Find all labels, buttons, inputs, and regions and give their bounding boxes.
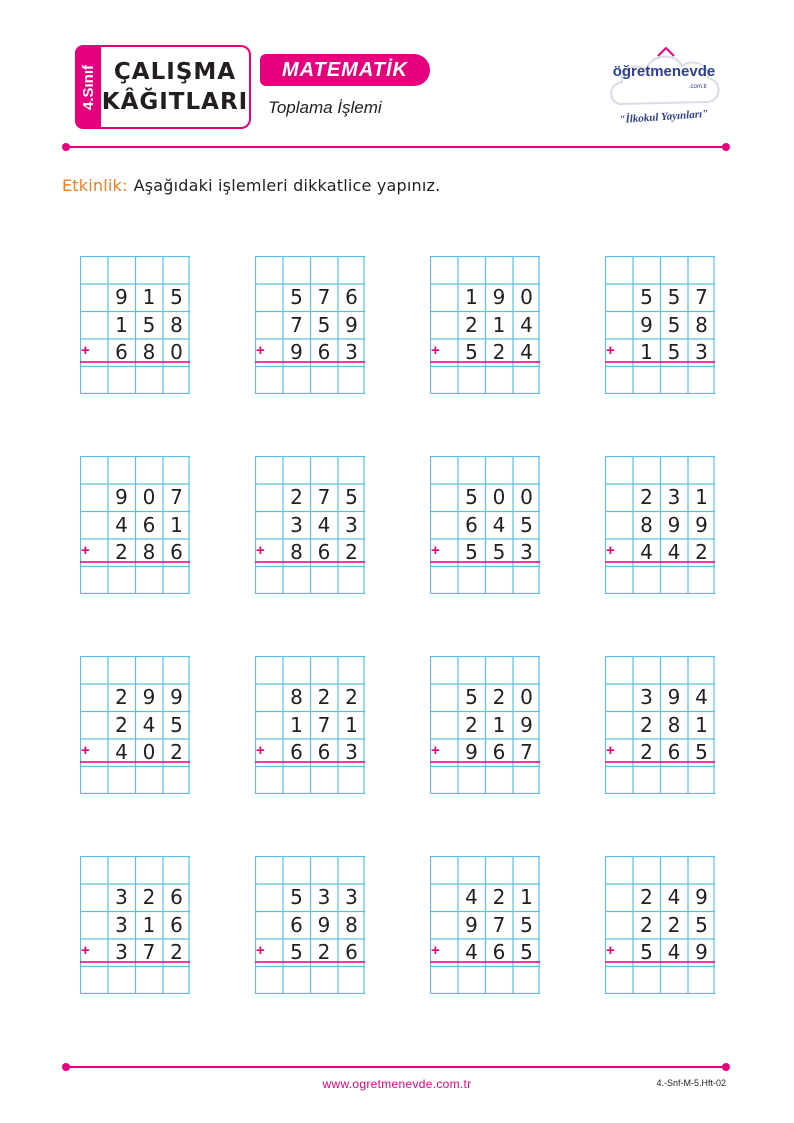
- worksheet-title: [101, 45, 251, 129]
- document-code: 4.-Snf-M-5.Hft-02: [656, 1078, 726, 1088]
- digit: 5: [465, 685, 478, 709]
- digit: 5: [667, 340, 681, 364]
- digit: 9: [115, 285, 128, 309]
- digit: 1: [290, 712, 303, 737]
- digit: 1: [142, 912, 156, 937]
- plus-sign: +: [606, 742, 615, 759]
- instruction: [62, 176, 440, 195]
- plus-sign: +: [81, 942, 90, 959]
- digit: 2: [492, 685, 506, 709]
- digit: 2: [640, 912, 653, 937]
- digit: 0: [170, 340, 183, 364]
- digit: 4: [640, 540, 653, 564]
- plus-sign: +: [81, 742, 90, 759]
- digit: 2: [345, 540, 358, 564]
- logo-domain: .com.tr: [688, 84, 708, 90]
- digit: 3: [345, 885, 358, 909]
- digit: 5: [290, 885, 303, 909]
- instruction-label: Etkinlik:: [62, 176, 128, 195]
- digit: 3: [520, 540, 533, 564]
- digit: 2: [115, 712, 128, 737]
- digit: 8: [667, 712, 681, 737]
- digit: 5: [695, 740, 708, 764]
- digit: 4: [317, 512, 331, 537]
- digit: 3: [695, 340, 708, 364]
- digit: 5: [520, 940, 533, 964]
- addition-problem: [430, 656, 540, 794]
- digit: 6: [170, 912, 183, 937]
- grade-tab: [75, 45, 101, 129]
- digit: 7: [142, 940, 156, 964]
- digit: 9: [667, 512, 681, 537]
- digit: 5: [465, 340, 478, 364]
- digit: 9: [520, 712, 533, 737]
- digit: 6: [465, 512, 478, 537]
- addition-problem: [80, 656, 190, 794]
- digit: 3: [115, 940, 128, 964]
- digit: 7: [492, 912, 506, 937]
- digit: 8: [290, 540, 303, 564]
- digit: 5: [142, 312, 156, 337]
- logo-tagline: "İlkokul Yayınları": [619, 107, 709, 127]
- addition-problem: [430, 456, 540, 594]
- title-line2: KÂĞITLARI: [101, 89, 249, 115]
- plus-sign: +: [606, 942, 615, 959]
- plus-sign: +: [606, 342, 615, 359]
- digit: 4: [142, 712, 156, 737]
- digit: 8: [170, 312, 183, 337]
- digit: 6: [142, 512, 156, 537]
- plus-sign: +: [81, 342, 90, 359]
- digit: 5: [520, 512, 533, 537]
- digit: 5: [640, 940, 653, 964]
- digit: 2: [695, 540, 708, 564]
- digit: 0: [520, 285, 533, 309]
- digit: 9: [640, 312, 653, 337]
- digit: 2: [492, 340, 506, 364]
- digit: 9: [345, 312, 358, 337]
- digit: 9: [115, 485, 128, 509]
- digit: 2: [115, 685, 128, 709]
- addition-problem: [430, 256, 540, 394]
- instruction-text: Aşağıdaki işlemleri dikkatlice yapınız.: [133, 176, 441, 195]
- digit: 6: [345, 285, 358, 309]
- digit: 5: [290, 940, 303, 964]
- digit: 5: [170, 285, 183, 309]
- digit: 9: [142, 685, 156, 709]
- addition-problem: [80, 856, 190, 994]
- digit: 1: [142, 285, 156, 309]
- plus-sign: +: [81, 542, 90, 559]
- digit: 9: [492, 285, 506, 309]
- digit: 5: [170, 712, 183, 737]
- digit: 5: [667, 285, 681, 309]
- digit: 7: [317, 485, 331, 509]
- digit: 6: [345, 940, 358, 964]
- digit: 1: [465, 285, 478, 309]
- plus-sign: +: [256, 742, 265, 759]
- digit: 4: [520, 312, 533, 337]
- digit: 1: [345, 712, 358, 737]
- digit: 6: [317, 340, 331, 364]
- digit: 1: [695, 712, 708, 737]
- digit: 9: [695, 512, 708, 537]
- digit: 6: [317, 740, 331, 764]
- addition-problem: [255, 456, 365, 594]
- digit: 3: [290, 512, 303, 537]
- digit: 2: [640, 740, 653, 764]
- plus-sign: +: [256, 942, 265, 959]
- digit: 6: [170, 540, 183, 564]
- digit: 6: [170, 885, 183, 909]
- digit: 4: [492, 512, 506, 537]
- digit: 9: [290, 340, 303, 364]
- digit: 7: [317, 712, 331, 737]
- digit: 1: [695, 485, 708, 509]
- digit: 2: [345, 685, 358, 709]
- digit: 7: [290, 312, 303, 337]
- digit: 6: [290, 912, 303, 937]
- digit: 4: [115, 740, 128, 764]
- subject-badge: [260, 54, 430, 86]
- digit: 9: [465, 740, 478, 764]
- digit: 5: [465, 540, 478, 564]
- digit: 2: [667, 912, 681, 937]
- subject-label: MATEMATİK: [281, 58, 408, 81]
- digit: 2: [640, 885, 653, 909]
- digit: 9: [695, 940, 708, 964]
- footer-divider: [66, 1066, 726, 1068]
- addition-problem: [605, 456, 715, 594]
- digit: 2: [317, 940, 331, 964]
- digit: 2: [640, 485, 653, 509]
- digit: 5: [465, 485, 478, 509]
- digit: 8: [640, 512, 653, 537]
- digit: 3: [317, 885, 331, 909]
- addition-problem: [255, 656, 365, 794]
- digit: 3: [667, 485, 681, 509]
- digit: 7: [317, 285, 331, 309]
- plus-sign: +: [431, 542, 440, 559]
- digit: 2: [142, 885, 156, 909]
- addition-problem: [605, 656, 715, 794]
- digit: 9: [695, 885, 708, 909]
- digit: 7: [520, 740, 533, 764]
- digit: 1: [492, 712, 506, 737]
- plus-sign: +: [431, 342, 440, 359]
- footer-website: www.ogretmenevde.com.tr: [322, 1077, 472, 1091]
- plus-sign: +: [431, 942, 440, 959]
- digit: 3: [640, 685, 653, 709]
- digit: 4: [667, 885, 681, 909]
- header-divider: [66, 146, 726, 148]
- digit: 2: [492, 885, 506, 909]
- logo-wordmark: öğretmenevde: [612, 63, 716, 80]
- plus-sign: +: [431, 742, 440, 759]
- digit: 4: [667, 540, 681, 564]
- digit: 8: [142, 340, 156, 364]
- addition-problem: [255, 856, 365, 994]
- addition-problem: [80, 256, 190, 394]
- title-line1: ÇALIŞMA: [113, 59, 237, 85]
- digit: 2: [170, 940, 183, 964]
- digit: 5: [520, 912, 533, 937]
- grade-label: 4.Sınıf: [79, 64, 97, 110]
- digit: 5: [345, 485, 358, 509]
- digit: 3: [115, 912, 128, 937]
- digit: 3: [345, 740, 358, 764]
- digit: 2: [115, 540, 128, 564]
- digit: 4: [115, 512, 128, 537]
- digit: 1: [115, 312, 128, 337]
- digit: 8: [695, 312, 708, 337]
- digit: 4: [520, 340, 533, 364]
- digit: 8: [142, 540, 156, 564]
- digit: 5: [695, 912, 708, 937]
- digit: 1: [492, 312, 506, 337]
- digit: 3: [345, 340, 358, 364]
- digit: 2: [640, 712, 653, 737]
- publisher-logo: [606, 42, 724, 132]
- cloud-logo-icon: [606, 42, 724, 132]
- digit: 0: [520, 685, 533, 709]
- digit: 2: [317, 685, 331, 709]
- digit: 5: [317, 312, 331, 337]
- digit: 9: [170, 685, 183, 709]
- digit: 2: [465, 312, 478, 337]
- digit: 8: [345, 912, 358, 937]
- digit: 4: [465, 940, 478, 964]
- digit: 0: [520, 485, 533, 509]
- digit: 4: [695, 685, 708, 709]
- digit: 6: [667, 740, 681, 764]
- digit: 6: [115, 340, 128, 364]
- digit: 6: [317, 540, 331, 564]
- digit: 5: [492, 540, 506, 564]
- digit: 5: [640, 285, 653, 309]
- digit: 2: [290, 485, 303, 509]
- digit: 9: [667, 685, 681, 709]
- digit: 1: [640, 340, 653, 364]
- digit: 1: [520, 885, 533, 909]
- addition-problem: [255, 256, 365, 394]
- addition-problem: [430, 856, 540, 994]
- digit: 3: [345, 512, 358, 537]
- digit: 8: [290, 685, 303, 709]
- digit: 0: [142, 740, 156, 764]
- digit: 7: [170, 485, 183, 509]
- topic-title: Toplama İşlemi: [268, 98, 382, 117]
- digit: 0: [142, 485, 156, 509]
- digit: 6: [492, 940, 506, 964]
- digit: 4: [465, 885, 478, 909]
- digit: 9: [465, 912, 478, 937]
- digit: 2: [465, 712, 478, 737]
- addition-problem: [605, 256, 715, 394]
- digit: 7: [695, 285, 708, 309]
- plus-sign: +: [256, 542, 265, 559]
- digit: 4: [667, 940, 681, 964]
- digit: 6: [290, 740, 303, 764]
- digit: 6: [492, 740, 506, 764]
- digit: 5: [290, 285, 303, 309]
- addition-problem: [605, 856, 715, 994]
- digit: 2: [170, 740, 183, 764]
- addition-problem: [80, 456, 190, 594]
- digit: 9: [317, 912, 331, 937]
- digit: 0: [492, 485, 506, 509]
- plus-sign: +: [256, 342, 265, 359]
- digit: 5: [667, 312, 681, 337]
- plus-sign: +: [606, 542, 615, 559]
- digit: 3: [115, 885, 128, 909]
- digit: 1: [170, 512, 183, 537]
